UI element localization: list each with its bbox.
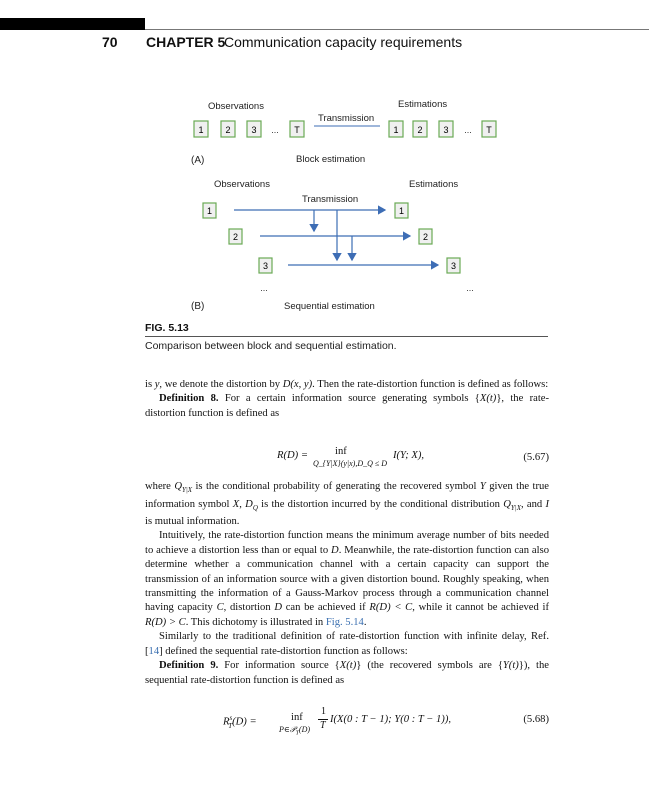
eq568-subscript: P∈𝒫$_T$(D) [279,725,311,737]
header-bar-block [0,18,145,30]
svg-text:1: 1 [206,206,213,216]
panel-a-obs-box-t [290,121,304,137]
panel-a-est-box-3 [439,121,453,137]
eq568-frac-den: T [320,720,326,731]
eq568-frac-num: 1 [321,706,326,717]
figure-5-13 [0,90,649,340]
panel-b-est-ellipsis: ... [466,283,474,293]
svg-text:1: 1 [198,125,204,135]
panel-a-obs-ellipsis: ... [271,125,279,135]
definition-9: Definition 9. For information source {X(t)} (the recovered symbols are {Y(t)}), the sequential rate-distortion function is defined as [145,660,550,686]
reference-14-link[interactable]: 14 [148,645,160,657]
figure-caption: Comparison between block and sequential estimation. [145,340,397,352]
panel-b-title: Sequential estimation [284,301,375,312]
svg-text:3: 3 [443,125,449,135]
svg-text:2: 2 [417,125,423,135]
panel-a-est-box-1 [389,121,403,137]
paragraph-4: Similarly to the traditional definition of rate-distortion function with infinite delay, Ref. [14] defined the sequential rate-distortion function as follows: [145,631,549,657]
eq568-lhs: R [223,716,230,728]
figure-label: FIG. 5.13 [145,322,189,334]
figure-diagram [0,90,649,340]
eq568-rhs: I(X(0 : T − 1); Y(0 : T − 1)), [330,714,452,725]
panel-b-estimations-label: Estimations [409,179,459,190]
panel-b-obs-box-2 [229,229,242,244]
panel-a-obs-box-2 [221,121,235,137]
svg-text:T: T [486,125,492,135]
panel-b-obs-ellipsis: ... [260,283,268,293]
panel-a-est-ellipsis: ... [464,125,472,135]
panel-a-tag: (A) [191,155,205,166]
panel-b-obs-box-1 [203,203,216,218]
svg-text:3: 3 [251,125,257,135]
definition-8: Definition 8. For a certain information source generating symbols {X(t)}, the rate-distortion function is defined as [145,393,549,419]
panel-b-est-box-3 [447,258,460,273]
equation-5-68: $R^s_T(D)$ = inf P∈𝒫$_T$(D) 1 T I(X(0 : T − 1); Y(0 : T − 1)), (5.68) [223,706,549,737]
eq567-lhs: R(D) = [277,450,308,461]
running-header [0,34,649,54]
svg-text:2: 2 [225,125,231,135]
svg-text:T: T [294,125,300,135]
panel-b-est-box-1 [395,203,408,218]
eq567-subscript: Q_{Y|X}(y|x),D_Q ≤ D [313,459,388,468]
panel-b-obs-box-3 [259,258,272,273]
paragraph-1: is y, we denote the distortion by D(x, y). Then the rate-distortion function is defined as follows: Definition 8. For a certain information source generating symbols {X(t)}, the rate-distortion function is defined as [145,378,549,421]
panel-b-est-box-2 [419,229,432,244]
header-rule [145,29,649,30]
figure-caption-rule [145,336,548,337]
panel-a-obs-box-1 [194,121,208,137]
equation-5-67 [145,444,549,474]
panel-a-obs-box-3 [247,121,261,137]
panel-a-transmission-label: Transmission [318,113,375,124]
eq567-number: (5.67) [523,452,549,463]
panel-a-est-box-t [482,121,496,137]
panel-a-title: Block estimation [296,154,366,165]
page-number: 70 [102,34,118,50]
svg-text:2: 2 [422,232,429,242]
panel-a-est-box-2 [413,121,427,137]
panel-b-observations-label: Observations [214,179,270,190]
eq567-rhs: I(Y; X), [393,450,425,461]
chapter-label: CHAPTER 5 [146,34,226,50]
svg-text:1: 1 [398,206,405,216]
chapter-title: Communication capacity requirements [224,34,463,50]
panel-b-transmission-label: Transmission [302,194,359,205]
eq568-operator: inf [291,712,303,723]
panel-a-observations-label: Observations [208,101,264,112]
eq567-operator: inf [335,446,347,457]
fig-5-14-link[interactable]: Fig. 5.14 [325,616,364,628]
panel-b-tag: (B) [191,301,205,312]
svg-text:3: 3 [262,261,269,271]
paragraph-2: where $Q_{Y|X}$ is the conditional probability of generating the recovered symbol Y given the true information symbol X, $D_Q$ is the distortion incurred by the conditional distribution $Q_{Y|X}$, and I is mutual information. Intuitively, the rate-distortion function means the minimum average number of bits needed to achieve a distortion less than or equal to D. Meanwhile, the rate-distortion function can also determine whether a communication channel with a certain capacity can support the transmission of an information source with a given distortion bound. Roughly speaking, when transmitting the information of a Gauss-Markov process through a communication channel having capacity C, distortion D can be achieved if R(D) < C, while it cannot be achieved if R(D) > C. This dichotomy is illustrated in Fig. 5.14. Similarly to the traditional definition of rate-distortion function with infinite delay, Ref. [14] defined the sequential rate-distortion function as follows: Definition 9. For information source {X(t)} (the recovered symbols are {Y(t)}), the sequential rate-distortion function is defined as [145,480,549,688]
svg-text:3: 3 [450,261,457,271]
panel-a-estimations-label: Estimations [398,99,448,110]
paragraph-3: Intuitively, the rate-distortion function means the minimum average number of bits needed to achieve a distortion less than or equal to D. Meanwhile, the rate-distortion function can also determine whether a communication channel with a certain capacity can support the transmission of an information source with a given distortion bound. Roughly speaking, when transmitting the information of a Gauss-Markov process through a communication channel having capacity C, distortion D can be achieved if R(D) < C, while it cannot be achieved if R(D) > C. This dichotomy is illustrated in Fig. 5.14. [145,530,550,628]
eq568-number: (5.68) [523,714,549,725]
svg-text:1: 1 [393,125,399,135]
svg-text:2: 2 [232,232,239,242]
